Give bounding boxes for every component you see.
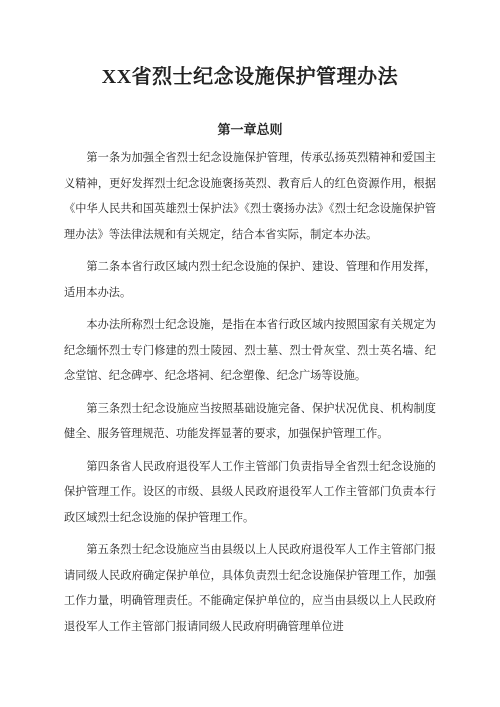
paragraph-article-1: 第一条为加强全省烈士纪念设施保护管理，传承弘扬英烈精神和爱国主义精神，更好发挥烈士纪念设施褒扬英烈、教育后人的红色资源作用，根据《中华人民共和国英雄烈士保护法》《烈士褒扬办法》《烈士纪念设施保护管理办法》等法律法规和有关规定，结合本省实际，制定本办法。 [64,151,436,241]
paragraph-article-2: 第二条本省行政区域内烈士纪念设施的保护、建设、管理和作用发挥，适用本办法。 [64,260,436,299]
paragraph-article-3: 第三条烈士纪念设施应当按照基础设施完备、保护状况优良、机构制度健全、服务管理规范、功能发挥显著的要求，加强保护管理工作。 [64,401,436,440]
page-title: XX省烈士纪念设施保护管理办法 [101,66,399,88]
paragraph-definition: 本办法所称烈士纪念设施，是指在本省行政区域内按照国家有关规定为纪念缅怀烈士专门修建的烈士陵园、烈士墓、烈士骨灰堂、烈士英名墙、纪念堂馆、纪念碑亭、纪念塔祠、纪念塑像、纪念广场等设施。 [64,318,436,382]
paragraph-article-5: 第五条烈士纪念设施应当由县级以上人民政府退役军人工作主管部门报请同级人民政府确定保护单位，具体负责烈士纪念设施保护管理工作，加强工作力量，明确管理责任。不能确定保护单位的，应当由县级以上人民政府退役军人工作主管部门报请同级人民政府明确管理单位进 [64,543,436,633]
chapter-heading: 第一章总则 [217,123,283,138]
document-body [64,145,436,646]
paragraph-article-4: 第四条省人民政府退役军人工作主管部门负责指导全省烈士纪念设施的保护管理工作。设区的市级、县级人民政府退役军人工作主管部门负责本行政区域烈士纪念设施的保护管理工作。 [64,459,436,524]
